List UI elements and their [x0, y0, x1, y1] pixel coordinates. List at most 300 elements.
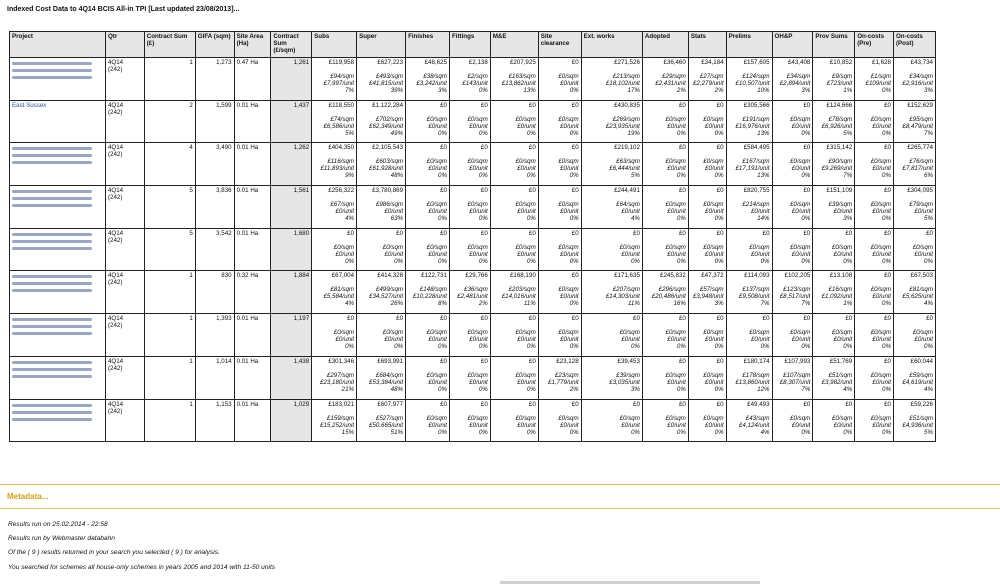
cost-per-sqm: £214/sqm — [742, 201, 770, 209]
cost-percent: 0% — [843, 428, 853, 436]
cost-cell — [855, 143, 894, 186]
cost-per-unit: £6,444/unit — [609, 165, 640, 173]
cost-per-sqm: £297/sqm — [326, 371, 355, 379]
cost-cell — [406, 399, 450, 442]
cost-cell — [772, 314, 813, 357]
column-header: Site Area (Ha) — [234, 32, 271, 58]
cost-percent: 0% — [801, 257, 811, 265]
cost-per-unit: £2,279/unit — [692, 80, 724, 87]
cost-percent: 0% — [714, 343, 724, 351]
cost-per-sqm: £0/sqm — [665, 329, 686, 337]
gifa-cell: 1,153 — [195, 399, 234, 442]
cost-per-unit: £9,508/unit — [738, 293, 770, 301]
cost-per-unit: £0/unit — [517, 378, 536, 386]
cost-per-sqm: £0/sqm — [870, 243, 891, 251]
cost-percent: 11% — [627, 300, 640, 308]
cost-per-unit: £0/unit — [791, 208, 811, 216]
qtr-index: (242) — [107, 108, 123, 116]
cost-per-sqm: £81/sqm — [909, 286, 933, 294]
cost-percent: 0% — [526, 129, 536, 137]
cost-per-sqm: £0/sqm — [790, 158, 811, 166]
cost-per-unit: £0/unit — [517, 336, 536, 344]
qtr-value: 4Q14 — [107, 59, 124, 66]
cost-per-unit: £8,517/unit — [779, 293, 811, 301]
contract-sum-cell: 2 — [144, 100, 195, 143]
cost-percent: 5% — [630, 172, 640, 180]
cost-per-sqm: £603/sqm — [375, 158, 404, 166]
cost-percent: 0% — [801, 172, 811, 180]
table-row — [10, 100, 936, 143]
redacted-project-name — [12, 325, 92, 328]
cost-per-sqm: £0/sqm — [426, 115, 447, 123]
cost-cell — [538, 58, 581, 101]
cost-percent: 0% — [478, 257, 488, 265]
qtr-cell — [105, 314, 144, 357]
cost-per-unit: £3,948/unit — [692, 293, 724, 301]
project-cell — [10, 399, 106, 442]
cost-per-sqm: £0/sqm — [870, 286, 891, 294]
cost-total: £301,346 — [328, 357, 355, 365]
qtr-index: (242) — [107, 364, 123, 372]
table-row — [10, 228, 936, 271]
cost-cell — [538, 356, 581, 399]
cost-percent: 0% — [760, 343, 770, 351]
qtr-index: (242) — [107, 279, 123, 287]
cost-total: £118,550 — [328, 101, 355, 109]
cost-total: £0 — [440, 357, 447, 365]
cost-total: £0 — [716, 229, 724, 237]
cost-cell — [490, 58, 538, 101]
cost-cell — [813, 314, 855, 357]
cost-cell — [312, 58, 357, 101]
cost-cell — [312, 356, 357, 399]
cost-total: £0 — [884, 400, 891, 408]
cost-percent: 0% — [843, 343, 853, 351]
cost-per-unit: £0/unit — [560, 165, 579, 173]
cost-cell — [813, 356, 855, 399]
cost-per-sqm: £0/sqm — [515, 243, 536, 251]
cost-per-sqm: £64/sqm — [616, 201, 640, 209]
cost-percent: 4% — [630, 215, 640, 223]
cost-percent: 0% — [801, 428, 811, 436]
cost-percent: 19% — [627, 129, 640, 137]
cost-per-unit: £0/unit — [469, 336, 488, 344]
cost-cell — [449, 271, 490, 314]
redacted-project-name — [12, 233, 92, 236]
cost-cell — [642, 58, 688, 101]
cost-cell — [581, 228, 642, 271]
cost-per-unit: £0/unit — [914, 336, 933, 344]
cost-total: £0 — [678, 229, 686, 237]
cost-percent: 0% — [760, 257, 770, 265]
cost-total: £0 — [480, 400, 488, 408]
cost-total: £0 — [528, 144, 536, 152]
cost-per-unit: £0/unit — [560, 293, 579, 301]
cost-per-sqm: £0/sqm — [426, 329, 447, 337]
site-area-cell: 0.32 Ha — [234, 271, 271, 314]
cost-total: £48,625 — [424, 59, 447, 66]
cost-per-sqm: £76/sqm — [909, 158, 933, 166]
column-header: Prelims — [726, 32, 772, 58]
cost-per-unit: £723/unit — [826, 80, 853, 87]
cost-percent: 4% — [924, 300, 933, 308]
qtr-cell — [105, 100, 144, 143]
cost-cell — [855, 314, 894, 357]
cost-per-unit: £62,349/unit — [369, 122, 404, 130]
cost-per-unit: £0/unit — [335, 208, 355, 216]
cost-cell — [581, 58, 642, 101]
cost-cell — [813, 228, 855, 271]
cost-total: £0 — [440, 144, 447, 152]
column-header: On-costs (Post) — [893, 32, 935, 58]
cost-per-sqm: £95/sqm — [909, 115, 933, 123]
cost-cell — [312, 143, 357, 186]
cost-cell — [357, 314, 406, 357]
cost-per-unit: £7,997/unit — [323, 80, 355, 87]
cost-percent: 0% — [569, 172, 579, 180]
column-header: Ext. works — [581, 32, 642, 58]
cost-percent: 0% — [882, 87, 891, 94]
cost-cell — [688, 100, 726, 143]
cost-percent: 3% — [714, 300, 724, 308]
cost-per-unit: £8,307/unit — [779, 378, 811, 386]
cost-per-unit: £0/unit — [469, 250, 488, 258]
project-cell — [10, 228, 106, 271]
cost-per-sqm: £178/sqm — [742, 371, 770, 379]
redacted-project-name — [12, 190, 92, 193]
cost-per-unit: £0/unit — [560, 208, 579, 216]
cost-cell — [581, 186, 642, 229]
redacted-project-name — [12, 418, 92, 421]
cost-total: £0 — [803, 144, 811, 152]
cost-per-sqm: £81/sqm — [330, 286, 355, 294]
cost-total: £244,491 — [614, 187, 640, 195]
cost-per-unit: £0/unit — [667, 336, 686, 344]
cost-per-unit: £0/unit — [428, 165, 447, 173]
cost-percent: 2% — [714, 87, 724, 94]
cost-cell — [449, 186, 490, 229]
page-title: Indexed Cost Data to 4Q14 BCIS All-in TPI [Last updated 23/08/2013]... — [7, 6, 240, 13]
redacted-project-name — [12, 411, 92, 414]
qtr-cell — [105, 228, 144, 271]
cost-percent: 0% — [569, 129, 579, 137]
cost-total: £0 — [803, 400, 811, 408]
cost-cell — [855, 399, 894, 442]
contract-sum-sqm-cell: 1,437 — [271, 100, 312, 143]
cost-per-sqm: £38/sqm — [423, 73, 447, 80]
cost-total: £0 — [678, 144, 686, 152]
cost-percent: 0% — [569, 257, 579, 265]
cost-per-unit: £13,860/unit — [735, 378, 770, 386]
cost-cell — [772, 356, 813, 399]
cost-total: £607,977 — [377, 400, 404, 408]
cost-cell — [357, 356, 406, 399]
cost-cell — [490, 100, 538, 143]
cost-total: £51,769 — [829, 357, 853, 365]
cost-total: £0 — [528, 229, 536, 237]
cost-percent: 11% — [523, 300, 536, 308]
table-row — [10, 399, 936, 442]
cost-cell — [312, 399, 357, 442]
cost-per-unit: £2,894/unit — [779, 80, 811, 87]
cost-total: £0 — [480, 357, 488, 365]
cost-cell — [538, 271, 581, 314]
column-header: M&E — [490, 32, 538, 58]
cost-total: £152,629 — [907, 101, 933, 109]
cost-cell — [813, 186, 855, 229]
cost-per-unit: £10,507/unit — [735, 80, 770, 87]
cost-per-unit: £50,665/unit — [369, 421, 404, 429]
column-header: Project — [10, 32, 106, 58]
cost-per-unit: £0/unit — [560, 250, 579, 258]
qtr-cell — [105, 143, 144, 186]
table-header-row — [10, 32, 936, 58]
cost-per-sqm: £191/sqm — [742, 115, 770, 123]
cost-total: £0 — [716, 357, 724, 365]
cost-cell — [688, 186, 726, 229]
cost-percent: 3% — [630, 385, 640, 393]
cost-percent: 0% — [438, 215, 447, 223]
cost-cell — [893, 356, 935, 399]
cost-per-sqm: £137/sqm — [742, 286, 770, 294]
metadata-heading: Metadata... — [7, 492, 49, 501]
site-area-cell: 0.01 Ha — [234, 143, 271, 186]
cost-per-sqm: £0/sqm — [467, 158, 488, 166]
redacted-project-name — [12, 154, 92, 157]
cost-cell — [312, 100, 357, 143]
cost-total: £49,493 — [747, 400, 770, 408]
cost-percent: 0% — [526, 215, 536, 223]
redacted-project-name — [12, 368, 92, 371]
cost-percent: 0% — [882, 428, 891, 436]
cost-per-unit: £0/unit — [667, 122, 686, 130]
cost-percent: 26% — [390, 300, 404, 308]
cost-data-table — [9, 31, 936, 442]
cost-per-unit: £4,124/unit — [738, 421, 770, 429]
cost-percent: 7% — [801, 385, 811, 393]
cost-cell — [357, 143, 406, 186]
cost-cell — [772, 271, 813, 314]
cost-per-unit: £0/unit — [705, 336, 724, 344]
cost-per-sqm: £29/sqm — [662, 73, 686, 80]
cost-percent: 0% — [714, 385, 724, 393]
cost-cell — [893, 143, 935, 186]
cost-per-sqm: £34/sqm — [786, 73, 811, 80]
cost-percent: 0% — [882, 343, 891, 351]
cost-per-sqm: £0/sqm — [790, 115, 811, 123]
cost-percent: 9% — [345, 172, 355, 180]
cost-cell — [406, 100, 450, 143]
redacted-project-name — [12, 240, 92, 243]
cost-per-unit: £7,817/unit — [902, 165, 933, 173]
cost-per-sqm: £0/sqm — [467, 414, 488, 422]
table-row — [10, 271, 936, 314]
cost-per-sqm: £0/sqm — [515, 329, 536, 337]
cost-per-sqm: £0/sqm — [558, 115, 579, 123]
metadata-result-count: Of the ( 9 ) results returned in your search you selected ( 9 ) for analysis. — [8, 549, 220, 556]
cost-percent: 0% — [630, 343, 640, 351]
cost-per-unit: £0/unit — [428, 250, 447, 258]
cost-cell — [772, 143, 813, 186]
cost-per-unit: £5,625/unit — [902, 293, 933, 301]
cost-cell — [893, 271, 935, 314]
redacted-project-name — [12, 318, 92, 321]
cost-total: £0 — [884, 315, 891, 323]
cost-total: £0 — [716, 187, 724, 195]
cost-per-sqm: £0/sqm — [515, 158, 536, 166]
cost-cell — [688, 314, 726, 357]
cost-cell — [490, 186, 538, 229]
cost-percent: 0% — [924, 257, 933, 265]
cost-percent: 0% — [630, 257, 640, 265]
cost-total: £0 — [762, 315, 770, 323]
cost-percent: 0% — [569, 215, 579, 223]
contract-sum-sqm-cell: 1,884 — [271, 271, 312, 314]
cost-per-sqm: £0/sqm — [426, 158, 447, 166]
cost-per-sqm: £59/sqm — [909, 371, 933, 379]
cost-per-sqm: £0/sqm — [467, 115, 488, 123]
metadata-divider — [0, 508, 1000, 509]
cost-per-sqm: £0/sqm — [912, 243, 933, 251]
cost-per-unit: £0/unit — [667, 208, 686, 216]
cost-cell — [726, 100, 772, 143]
cost-per-sqm: £0/sqm — [790, 243, 811, 251]
cost-percent: 0% — [438, 172, 447, 180]
cost-per-unit: £0/unit — [791, 336, 811, 344]
gifa-cell: 1,273 — [195, 58, 234, 101]
cost-percent: 3% — [843, 215, 853, 223]
cost-cell — [581, 314, 642, 357]
cost-per-sqm: £0/sqm — [665, 115, 686, 123]
cost-per-unit: £0/unit — [705, 122, 724, 130]
cost-percent: 0% — [438, 129, 447, 137]
cost-cell — [406, 228, 450, 271]
cost-per-sqm: £0/sqm — [790, 329, 811, 337]
cost-per-sqm: £0/sqm — [619, 329, 640, 337]
column-header: On-costs (Pre) — [855, 32, 894, 58]
cost-percent: 17% — [627, 87, 640, 94]
cost-cell — [813, 399, 855, 442]
cost-percent: 4% — [843, 385, 853, 393]
cost-total: £119,958 — [328, 59, 355, 66]
cost-cell — [490, 228, 538, 271]
cost-total: £0 — [845, 315, 853, 323]
cost-percent: 7% — [924, 129, 933, 137]
table-row — [10, 356, 936, 399]
cost-total: £0 — [633, 315, 640, 323]
cost-per-unit: £0/unit — [705, 378, 724, 386]
cost-total: £0 — [845, 400, 853, 408]
cost-per-unit: £23,180/unit — [320, 378, 355, 386]
cost-per-sqm: £0/sqm — [515, 414, 536, 422]
cost-total: £0 — [884, 187, 891, 195]
cost-per-sqm: £27/sqm — [699, 73, 724, 80]
cost-per-unit: £23,935/unit — [605, 122, 640, 130]
cost-total: £29,766 — [465, 272, 488, 280]
cost-cell — [642, 271, 688, 314]
redacted-project-name — [12, 247, 92, 250]
project-link[interactable]: East Sussex — [12, 101, 47, 109]
cost-percent: 5% — [843, 129, 853, 137]
cost-cell — [357, 100, 406, 143]
cost-total: £13,108 — [829, 272, 853, 280]
gifa-cell: 3,542 — [195, 228, 234, 271]
cost-per-sqm: £0/sqm — [558, 201, 579, 209]
cost-per-sqm: £43/sqm — [745, 414, 770, 422]
cost-total: £171,635 — [614, 272, 640, 280]
cost-per-unit: £0/unit — [469, 122, 488, 130]
cost-percent: 0% — [801, 343, 811, 351]
cost-total: £0 — [678, 101, 686, 109]
cost-cell — [855, 271, 894, 314]
cost-percent: 16% — [673, 300, 686, 308]
cost-per-sqm: £527/sqm — [375, 414, 404, 422]
cost-cell — [893, 399, 935, 442]
cost-per-unit: £0/unit — [705, 208, 724, 216]
cost-per-sqm: £0/sqm — [703, 158, 724, 166]
cost-percent: 2% — [478, 300, 488, 308]
cost-cell — [490, 143, 538, 186]
table-row — [10, 186, 936, 229]
cost-percent: 10% — [757, 87, 770, 94]
cost-per-unit: £0/unit — [750, 250, 770, 258]
column-header: Subs — [312, 32, 357, 58]
cost-percent: 0% — [924, 343, 933, 351]
contract-sum-cell: 1 — [144, 314, 195, 357]
cost-total: £0 — [571, 59, 579, 66]
cost-total: £168,190 — [509, 272, 536, 280]
cost-per-unit: £53,384/unit — [369, 378, 404, 386]
cost-percent: 0% — [569, 428, 579, 436]
redacted-project-name — [12, 197, 92, 200]
cost-per-sqm: £0/sqm — [703, 414, 724, 422]
cost-cell — [449, 356, 490, 399]
cost-total: £23,128 — [556, 357, 579, 365]
cost-total: £0 — [528, 101, 536, 109]
cost-per-sqm: £213/sqm — [612, 73, 640, 80]
cost-cell — [538, 314, 581, 357]
cost-cell — [406, 58, 450, 101]
cost-percent: 1% — [843, 87, 853, 94]
qtr-value: 4Q14 — [107, 144, 124, 152]
cost-per-unit: £0/unit — [791, 165, 811, 173]
cost-cell — [726, 399, 772, 442]
cost-per-unit: £0/unit — [384, 208, 404, 216]
project-cell — [10, 186, 106, 229]
qtr-cell — [105, 186, 144, 229]
cost-per-unit: £0/unit — [517, 250, 536, 258]
cost-per-sqm: £0/sqm — [665, 158, 686, 166]
cost-per-sqm: £0/sqm — [333, 329, 355, 337]
cost-total: £0 — [528, 315, 536, 323]
cost-total: £0 — [803, 101, 811, 109]
cost-total: £180,174 — [743, 357, 770, 365]
cost-total: £1,122,284 — [372, 101, 404, 109]
cost-per-unit: £0/unit — [791, 421, 811, 429]
cost-total: £0 — [571, 101, 579, 109]
cost-per-unit: £10,228/unit — [412, 293, 447, 301]
cost-total: £265,774 — [907, 144, 933, 152]
metadata-run-date: Results run on 25.02.2014 - 22:58 — [8, 521, 108, 528]
cost-cell — [581, 271, 642, 314]
qtr-cell — [105, 356, 144, 399]
cost-per-sqm: £0/sqm — [665, 201, 686, 209]
cost-per-unit: £0/unit — [469, 378, 488, 386]
cost-total: £0 — [845, 229, 853, 237]
cost-percent: 0% — [478, 87, 488, 94]
cost-per-sqm: £0/sqm — [870, 414, 891, 422]
cost-percent: 21% — [341, 385, 355, 393]
